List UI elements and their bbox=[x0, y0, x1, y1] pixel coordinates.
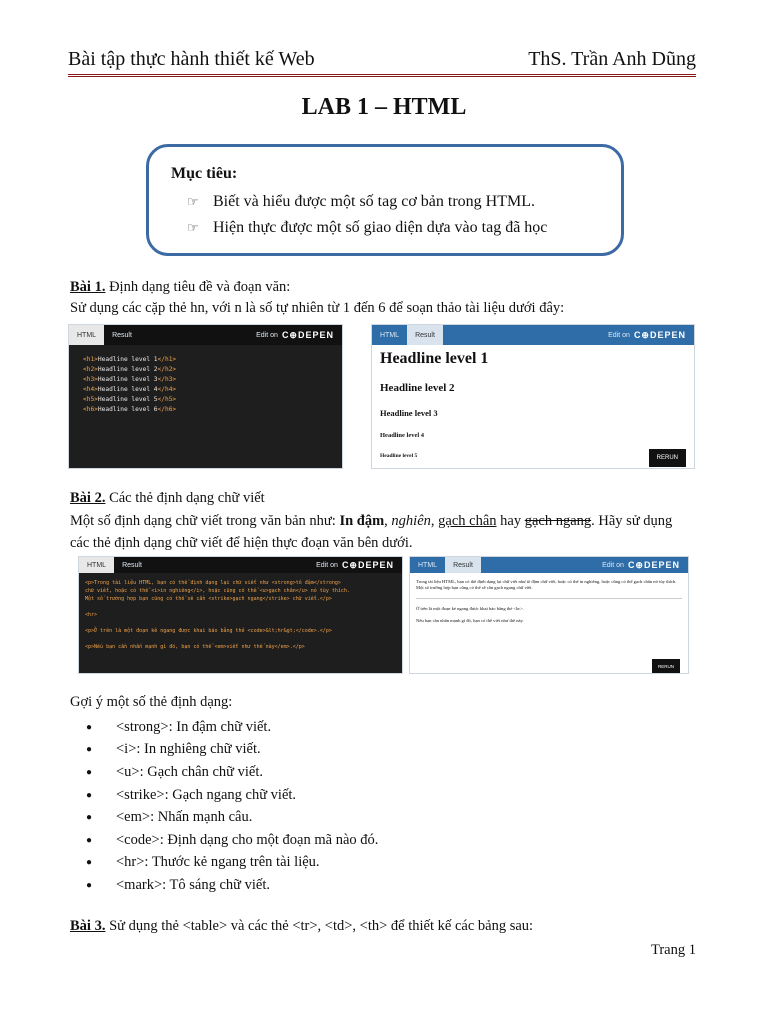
tab-html[interactable]: HTML bbox=[380, 331, 400, 339]
ex1-code-pen bbox=[68, 324, 343, 469]
goal-item: ☞ Hiện thực được một số giao diện dựa vào tag đã học bbox=[187, 219, 548, 236]
code-line: <h6>Headline level 6</h6> bbox=[83, 406, 177, 413]
page-header bbox=[68, 46, 696, 77]
rerun-button[interactable]: RERUN bbox=[652, 659, 680, 674]
ex3-heading: Bài 3. Sử dụng thẻ <table> và các thẻ <tr>, <td>, <th> để thiết kế các bảng sau: bbox=[70, 918, 534, 934]
result-paragraph-3: Nếu bạn cần nhấn mạnh gì đó, bạn có thể viết như thế này. bbox=[416, 618, 524, 623]
code-line: <p>Ở trên là một đoạn kẻ ngang được khai báo bằng thẻ <code>&lt;hr&gt;</code>.</p> bbox=[85, 628, 332, 634]
bullet-icon: ● bbox=[86, 766, 93, 778]
pen-toolbar bbox=[69, 325, 342, 345]
ex2-result-pen bbox=[409, 556, 689, 674]
code-line: <hr> bbox=[85, 612, 98, 618]
edit-on-codepen-link[interactable]: Edit on C⊕DEPEN bbox=[316, 559, 394, 570]
code-line: <h3>Headline level 3</h3> bbox=[83, 376, 177, 383]
pen-toolbar bbox=[79, 557, 402, 573]
pen-toolbar bbox=[410, 557, 688, 573]
tab-result[interactable]: Result bbox=[122, 561, 142, 569]
bullet-icon: ● bbox=[86, 789, 93, 801]
bullet-icon: ● bbox=[86, 857, 93, 869]
list-item: ● <strong>: In đậm chữ viết. bbox=[86, 718, 272, 735]
ex2-description-2: các thẻ định dạng chữ viết để hiện thực đoạn văn bên dưới. bbox=[70, 535, 413, 551]
goals-box bbox=[146, 144, 624, 256]
result-paragraph-1: Trong tài liệu HTML, bạn có thể định dạng lại chữ viết như tô đậm chữ viết, hoặc có thể in nghiêng, hoặc cũng có thể gạch chân nó tùy thích. Một số trường hợp bạn cũng có thể sẽ cần gạch ngang chữ viết. bbox=[416, 579, 677, 590]
code-editor bbox=[79, 573, 402, 674]
list-item: ● <em>: Nhấn mạnh câu. bbox=[86, 809, 253, 826]
code-line: <h5>Headline level 5</h5> bbox=[83, 396, 177, 403]
result-hr bbox=[416, 598, 682, 599]
code-line: <h2>Headline level 2</h2> bbox=[83, 366, 177, 373]
code-line bbox=[85, 619, 396, 627]
result-h5: Headline level 5 bbox=[380, 453, 418, 459]
code-line: <h1>Headline level 1</h1> bbox=[83, 356, 177, 363]
tab-html[interactable]: HTML bbox=[418, 561, 438, 569]
result-h2: Headline level 2 bbox=[380, 382, 455, 394]
tab-html[interactable]: HTML bbox=[69, 325, 104, 345]
bullet-icon: ● bbox=[86, 812, 93, 824]
result-pane bbox=[372, 345, 694, 469]
list-item: ● <hr>: Thước kẻ ngang trên tài liệu. bbox=[86, 854, 320, 871]
result-h1: Headline level 1 bbox=[380, 350, 489, 367]
bullet-icon: ● bbox=[86, 744, 93, 756]
list-item: ● <u>: Gạch chân chữ viết. bbox=[86, 763, 264, 780]
edit-on-codepen-link[interactable]: Edit on C⊕DEPEN bbox=[608, 329, 686, 340]
bullet-icon: ● bbox=[86, 721, 93, 733]
pointing-hand-icon: ☞ bbox=[187, 194, 199, 209]
list-item: ● <code>: Định dạng cho một đoạn mã nào đó. bbox=[86, 831, 379, 848]
ex1-result-pen bbox=[371, 324, 695, 469]
hints-list bbox=[86, 716, 378, 897]
code-line: <h4>Headline level 4</h4> bbox=[83, 386, 177, 393]
ex2-heading: Bài 2. Các thẻ định dạng chữ viết bbox=[70, 490, 265, 506]
pointing-hand-icon: ☞ bbox=[187, 220, 199, 235]
ex1-heading: Bài 1. Định dạng tiêu đề và đoạn văn: bbox=[70, 279, 291, 295]
code-line: <p>Trong tài liệu HTML, bạn có thể định dạng lại chữ viết như <strong>tô đậm</strong> bbox=[85, 580, 341, 586]
tab-result[interactable]: Result bbox=[112, 331, 132, 339]
tab-html[interactable]: HTML bbox=[79, 557, 114, 573]
edit-on-codepen-link[interactable]: Edit on C⊕DEPEN bbox=[256, 329, 334, 340]
ex2-code-pen bbox=[78, 556, 403, 674]
codepen-logo: C⊕DEPEN bbox=[281, 329, 334, 340]
code-line bbox=[85, 635, 396, 643]
code-line: Một số trường hợp bạn cũng có thể sẽ cần <strike>gạch ngang</strike> chữ viết.</p> bbox=[85, 596, 332, 602]
tab-result[interactable]: Result bbox=[407, 325, 443, 345]
result-h4: Headline level 4 bbox=[380, 432, 425, 439]
list-item: ● <i>: In nghiêng chữ viết. bbox=[86, 741, 261, 758]
list-item: ● <mark>: Tô sáng chữ viết. bbox=[86, 876, 271, 893]
goals-heading: Mục tiêu: bbox=[171, 165, 238, 182]
code-line: <p>Nếu bạn cần nhấn mạnh gì đó, bạn có thể <em>viết như thế này</em>.</p> bbox=[85, 644, 305, 650]
result-paragraph-2: Ở trên là một đoạn kẻ ngang được khai báo bằng thẻ <hr>. bbox=[416, 606, 524, 611]
rerun-button[interactable]: RERUN bbox=[649, 449, 686, 467]
codepen-logo: C⊕DEPEN bbox=[627, 559, 680, 570]
result-pane bbox=[410, 573, 688, 674]
code-line: chữ viết, hoặc có thể <i>in nghiêng</i>, hoặc cũng có thể <u>gạch chân</u> nó tùy thích. bbox=[85, 588, 350, 594]
pen-toolbar bbox=[372, 325, 694, 345]
result-h3: Headline level 3 bbox=[380, 408, 438, 418]
edit-on-codepen-link[interactable]: Edit on C⊕DEPEN bbox=[602, 559, 680, 570]
bullet-icon: ● bbox=[86, 879, 93, 891]
page-title: LAB 1 – HTML bbox=[301, 94, 467, 120]
code-line bbox=[85, 603, 396, 611]
course-title: Bài tập thực hành thiết kế Web bbox=[68, 48, 315, 70]
hints-intro: Gợi ý một số thẻ định dạng: bbox=[70, 694, 233, 710]
codepen-logo: C⊕DEPEN bbox=[633, 329, 686, 340]
tab-result[interactable]: Result bbox=[445, 557, 481, 573]
bullet-icon: ● bbox=[86, 834, 93, 846]
codepen-logo: C⊕DEPEN bbox=[341, 559, 394, 570]
ex1-description: Sử dụng các cặp thẻ hn, với n là số tự nhiên từ 1 đến 6 để soạn thảo tài liệu dưới đây: bbox=[70, 300, 565, 316]
page-number: Trang 1 bbox=[651, 942, 696, 958]
ex2-description: Một số định dạng chữ viết trong văn bản như: In đậm, nghiên, gạch chân hay gạch ngang. Hãy sử dụng bbox=[70, 513, 673, 529]
goal-item: ☞ Biết và hiểu được một số tag cơ bản trong HTML. bbox=[187, 193, 535, 210]
list-item: ● <strike>: Gạch ngang chữ viết. bbox=[86, 786, 297, 803]
code-editor bbox=[69, 345, 342, 469]
author-name: ThS. Trần Anh Dũng bbox=[528, 48, 696, 70]
